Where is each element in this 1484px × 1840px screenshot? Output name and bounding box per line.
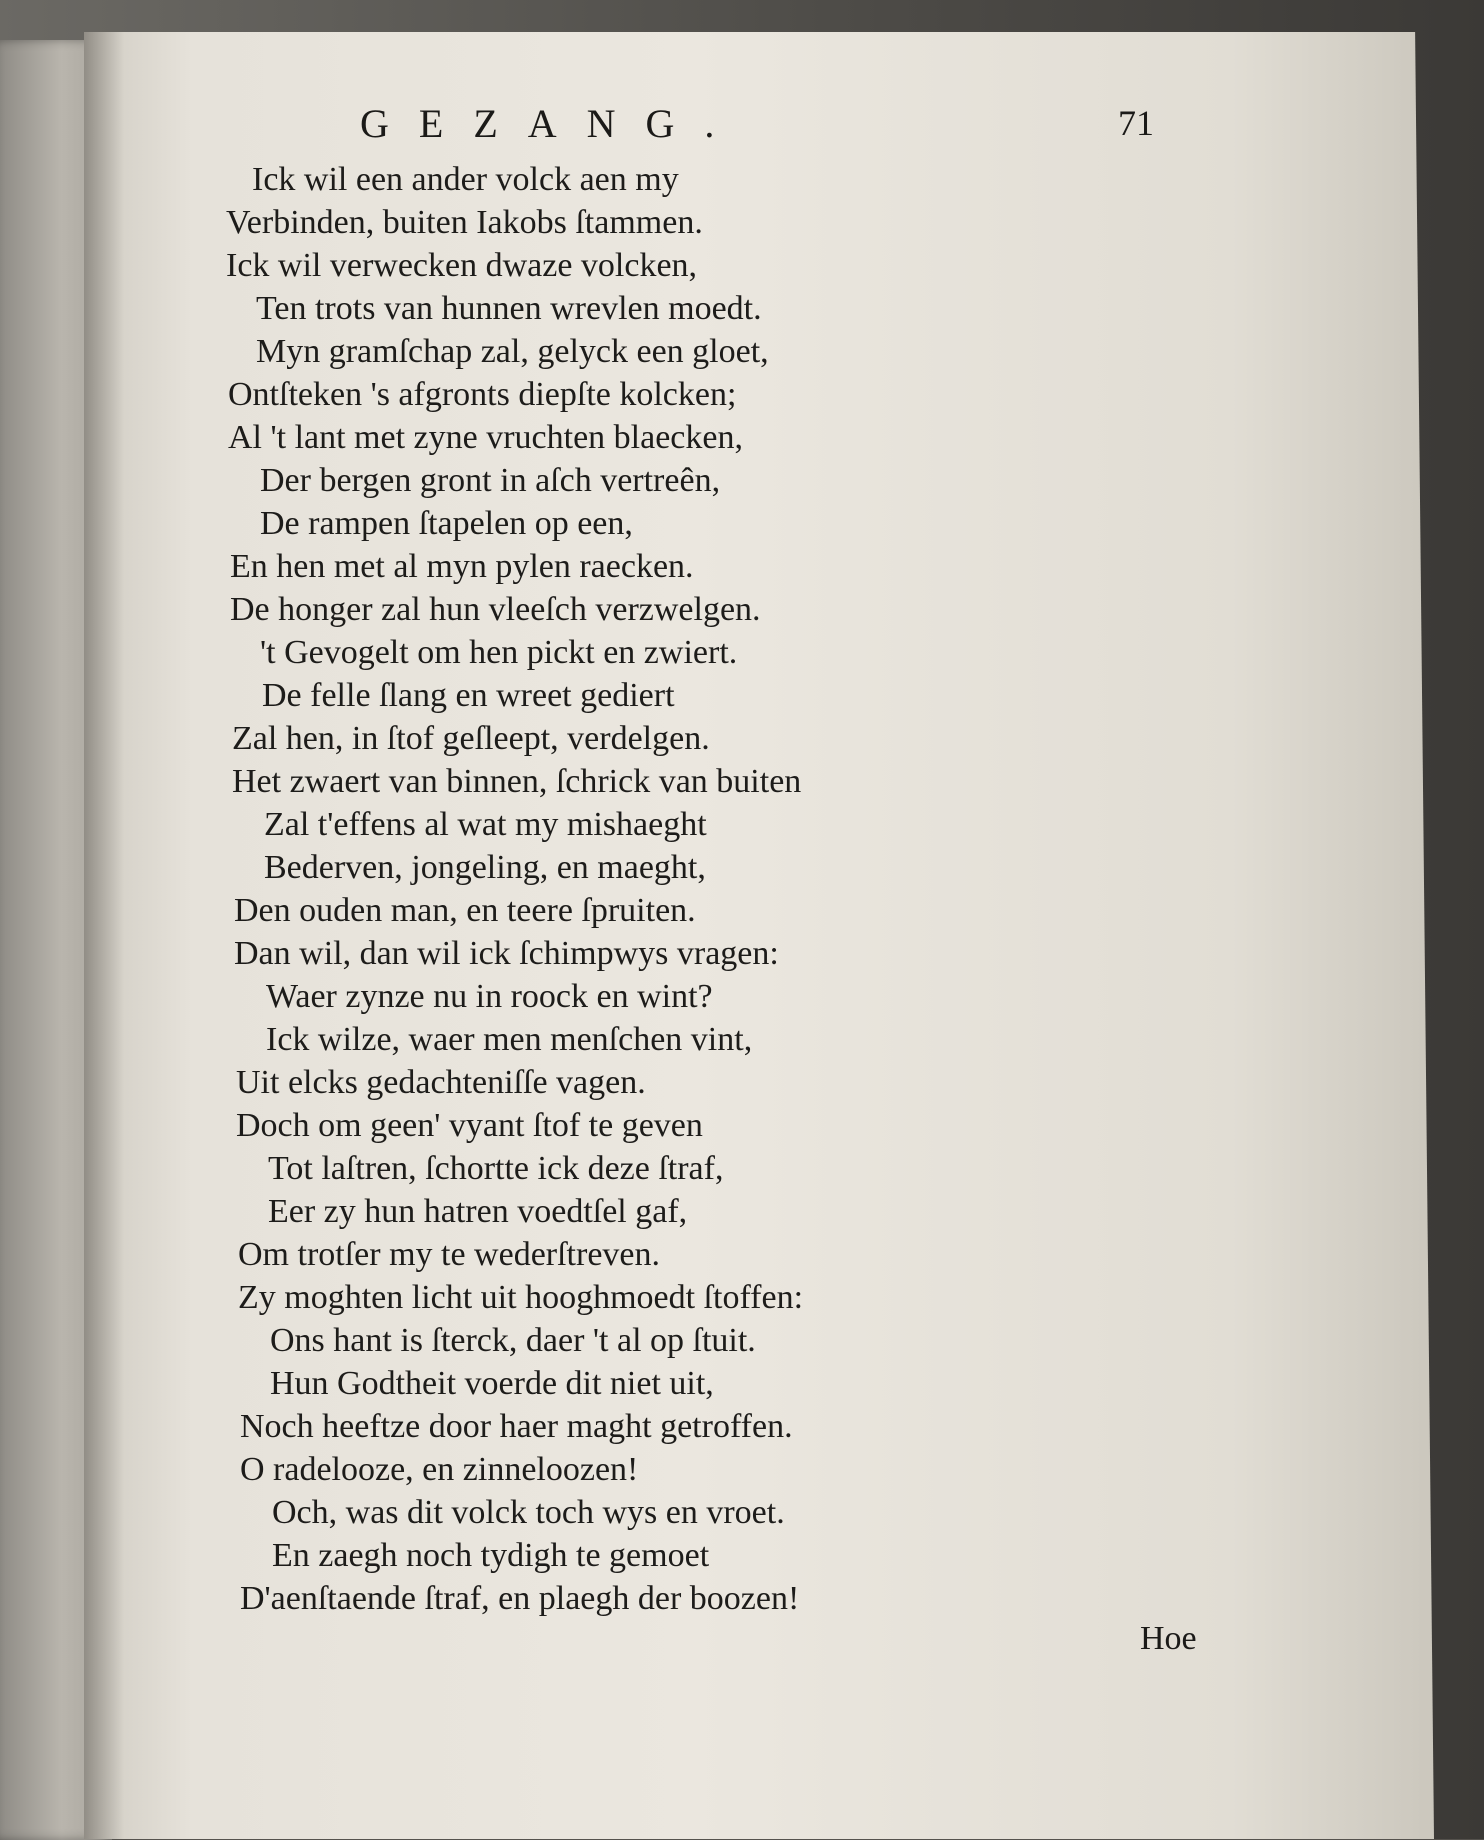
verse-line: De felle ſlang en wreet gediert	[262, 677, 675, 714]
verse-line: Ick wil een ander volck aen my	[252, 161, 679, 198]
verse-line: Noch heeftze door haer maght getroffen.	[240, 1408, 793, 1445]
verse-line: Zal hen, in ſtof geſleept, verdelgen.	[232, 720, 710, 757]
verse-line: Uit elcks gedachteniſſe vagen.	[236, 1064, 646, 1101]
verse-line: Ontſteken 's afgronts diepſte kolcken;	[228, 376, 737, 413]
verse-line: Ick wil verwecken dwaze volcken,	[226, 247, 698, 284]
verse-line: Ons hant is ſterck, daer 't al op ſtuit.	[270, 1322, 756, 1359]
verse-line: De honger zal hun vleeſch verzwelgen.	[230, 591, 761, 628]
page-gutter-shadow	[84, 32, 124, 1839]
verse-line: Tot laſtren, ſchortte ick deze ſtraf,	[268, 1150, 724, 1187]
verse-line: O radelooze, en zinneloozen!	[240, 1451, 639, 1488]
verse-line: Het zwaert van binnen, ſchrick van buiten	[232, 763, 802, 800]
verse-line: Bederven, jongeling, en maeght,	[264, 849, 706, 886]
verse-line: D'aenſtaende ſtraf, en plaegh der boozen!	[240, 1580, 800, 1617]
verse-line: Eer zy hun hatren voedtſel gaf,	[268, 1193, 688, 1230]
verse-line: Dan wil, dan wil ick ſchimpwys vragen:	[234, 935, 779, 972]
verse-line: Zal t'effens al wat my mishaeght	[264, 806, 707, 843]
verse-line: Och, was dit volck toch wys en vroet.	[272, 1494, 785, 1531]
verse-line: Al 't lant met zyne vruchten blaecken,	[228, 419, 743, 456]
verse-line: Myn gramſchap zal, gelyck een gloet,	[256, 333, 769, 370]
verse-line: De rampen ſtapelen op een,	[260, 505, 633, 542]
verse-line: En hen met al myn pylen raecken.	[230, 548, 694, 585]
verse-line: Doch om geen' vyant ſtof te geven	[236, 1107, 703, 1144]
verse-line: Ick wilze, waer men menſchen vint,	[266, 1021, 753, 1058]
verse-line: Hun Godtheit voerde dit niet uit,	[270, 1365, 714, 1402]
running-title: GEZANG.	[360, 101, 745, 146]
verse-line: Waer zynze nu in roock en wint?	[266, 978, 713, 1015]
verse-line: Verbinden, buiten Iakobs ſtammen.	[226, 204, 703, 241]
verse-line: Zy moghten licht uit hooghmoedt ſtoffen:	[238, 1279, 804, 1316]
verse-line: Der bergen gront in aſch vertreên,	[260, 462, 721, 499]
verse-line: En zaegh noch tydigh te gemoet	[272, 1537, 710, 1574]
verse-line: Ten trots van hunnen wrevlen moedt.	[256, 290, 762, 327]
verse-line: 't Gevogelt om hen pickt en zwiert.	[260, 634, 738, 671]
verse-line: Om trotſer my te wederſtreven.	[238, 1236, 661, 1273]
page-number: 71	[1118, 103, 1154, 143]
catchword: Hoe	[1140, 1620, 1197, 1657]
verse-line: Den ouden man, en teere ſpruiten.	[234, 892, 696, 929]
